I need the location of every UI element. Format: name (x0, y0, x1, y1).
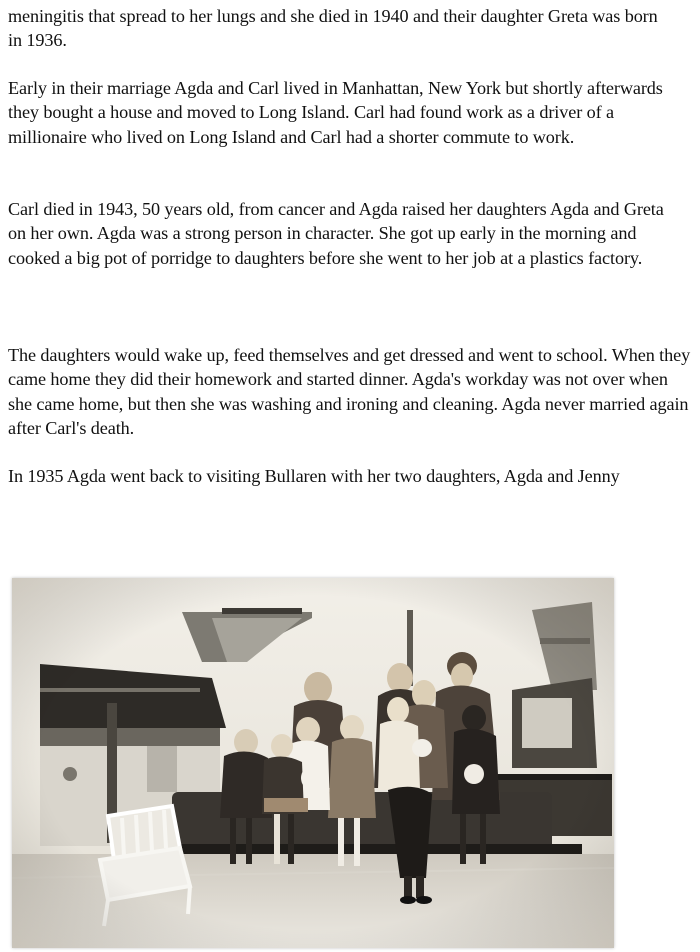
photo-illustration (12, 578, 614, 948)
paragraph-2: Early in their marriage Agda and Carl lived in Manhattan, New York but shortly afterwards they bought a house and moved to Long Island. Carl had found work as a driver of a millionaire who lived on Long Island and Carl had a shorter commute to work. (8, 78, 663, 147)
paragraph-1: meningitis that spread to her lungs and she died in 1940 and their daughter Greta was born in 1936. (8, 6, 658, 51)
paragraph-5: In 1935 Agda went back to visiting Bullaren with her two daughters, Agda and Jenny (8, 466, 620, 486)
paragraph-3: Carl died in 1943, 50 years old, from cancer and Agda raised her daughters Agda and Greta on her own. Agda was a strong person in character. She got up early in the morning and cooked a big pot of porridge to daughters before she went to her job at a plastics factory. (8, 199, 664, 268)
paragraph-4: The daughters would wake up, feed themselves and get dressed and went to school. When they came home they did their homework and started dinner. Agda's workday was not over when she came home, but then she was washing and ironing and cleaning. Agda never married again after Carl's death. (8, 345, 691, 439)
group-photo-on-ship-deck (12, 578, 614, 948)
